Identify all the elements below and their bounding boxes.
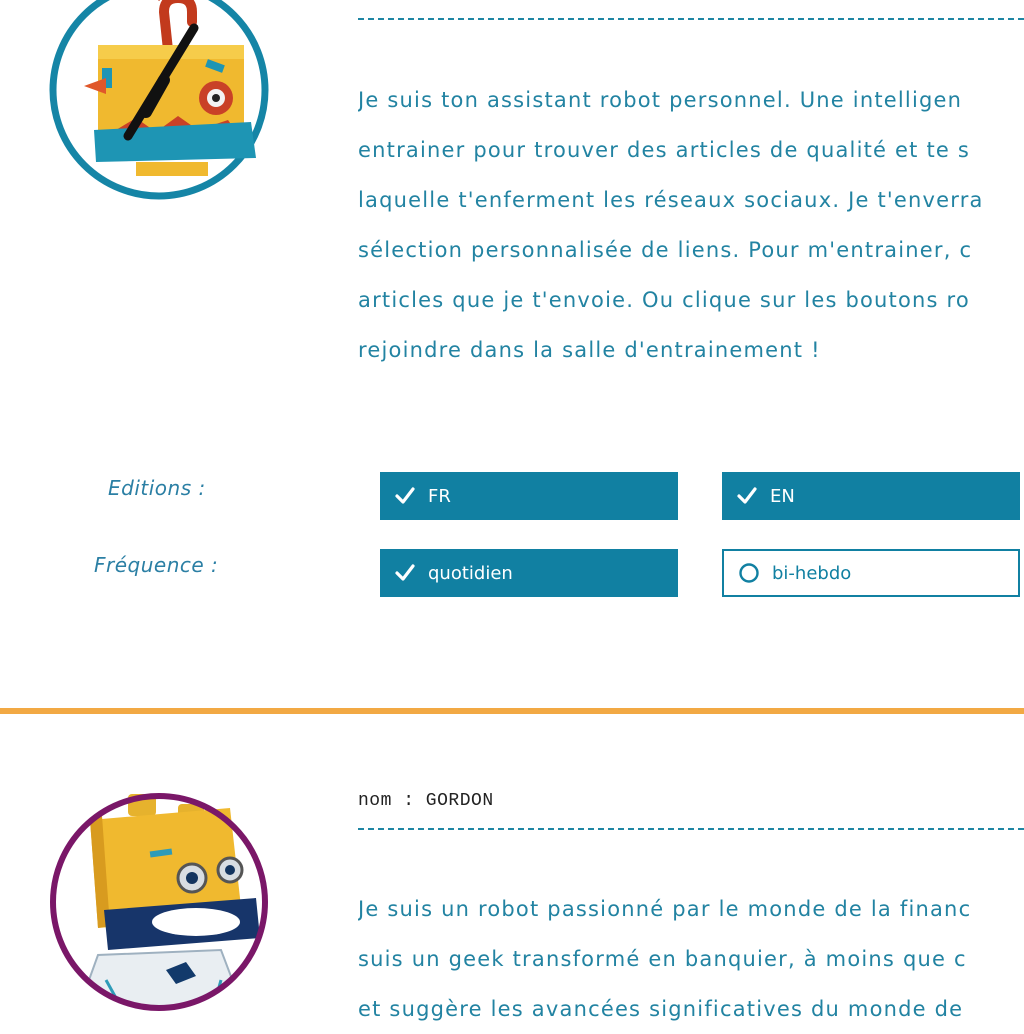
frequence-quotidien-label: quotidien <box>428 562 513 584</box>
description-line: suis un geek transformé en banquier, à moins que c <box>358 947 967 971</box>
description-line: laquelle t'enferment les réseaux sociaux. Je t'enverra <box>358 188 984 212</box>
frequence-quotidien-option[interactable] <box>380 549 678 597</box>
edition-fr-option[interactable] <box>380 472 678 520</box>
divider-dashed-top <box>358 18 1024 20</box>
robot-description-2 <box>358 884 1024 1034</box>
edition-en-label: EN <box>770 485 795 507</box>
section-separator <box>0 708 1024 714</box>
checkmark-icon <box>394 562 416 584</box>
description-line: sélection personnalisée de liens. Pour m'entrainer, c <box>358 238 973 262</box>
edition-fr-label: FR <box>428 485 451 507</box>
frequence-label: Fréquence : <box>94 553 219 577</box>
robot-yellow-icon <box>46 0 272 204</box>
robot-gordon-icon <box>46 790 272 1016</box>
divider-dashed-robot2 <box>358 828 1024 830</box>
robot-description-1 <box>358 75 1024 375</box>
description-line: Je suis ton assistant robot personnel. Une intelligen <box>358 88 963 112</box>
frequence-bihebdo-option[interactable] <box>722 549 1020 597</box>
checkmark-icon <box>736 485 758 507</box>
robot-avatar-1 <box>46 0 272 204</box>
empty-circle-icon <box>738 562 760 584</box>
robot-avatar-2 <box>46 790 272 1016</box>
edition-en-option[interactable] <box>722 472 1020 520</box>
description-line: entrainer pour trouver des articles de qualité et te s <box>358 138 971 162</box>
editions-label: Editions : <box>108 476 206 500</box>
robot-name: nom : GORDON <box>358 791 494 811</box>
description-line: articles que je t'envoie. Ou clique sur les boutons ro <box>358 288 970 312</box>
description-line: rejoindre dans la salle d'entrainement ! <box>358 338 821 362</box>
frequence-bihebdo-label: bi-hebdo <box>772 562 852 584</box>
checkmark-icon <box>394 485 416 507</box>
description-line: et suggère les avancées significatives du monde de <box>358 997 964 1021</box>
description-line: Je suis un robot passionné par le monde de la financ <box>358 897 972 921</box>
